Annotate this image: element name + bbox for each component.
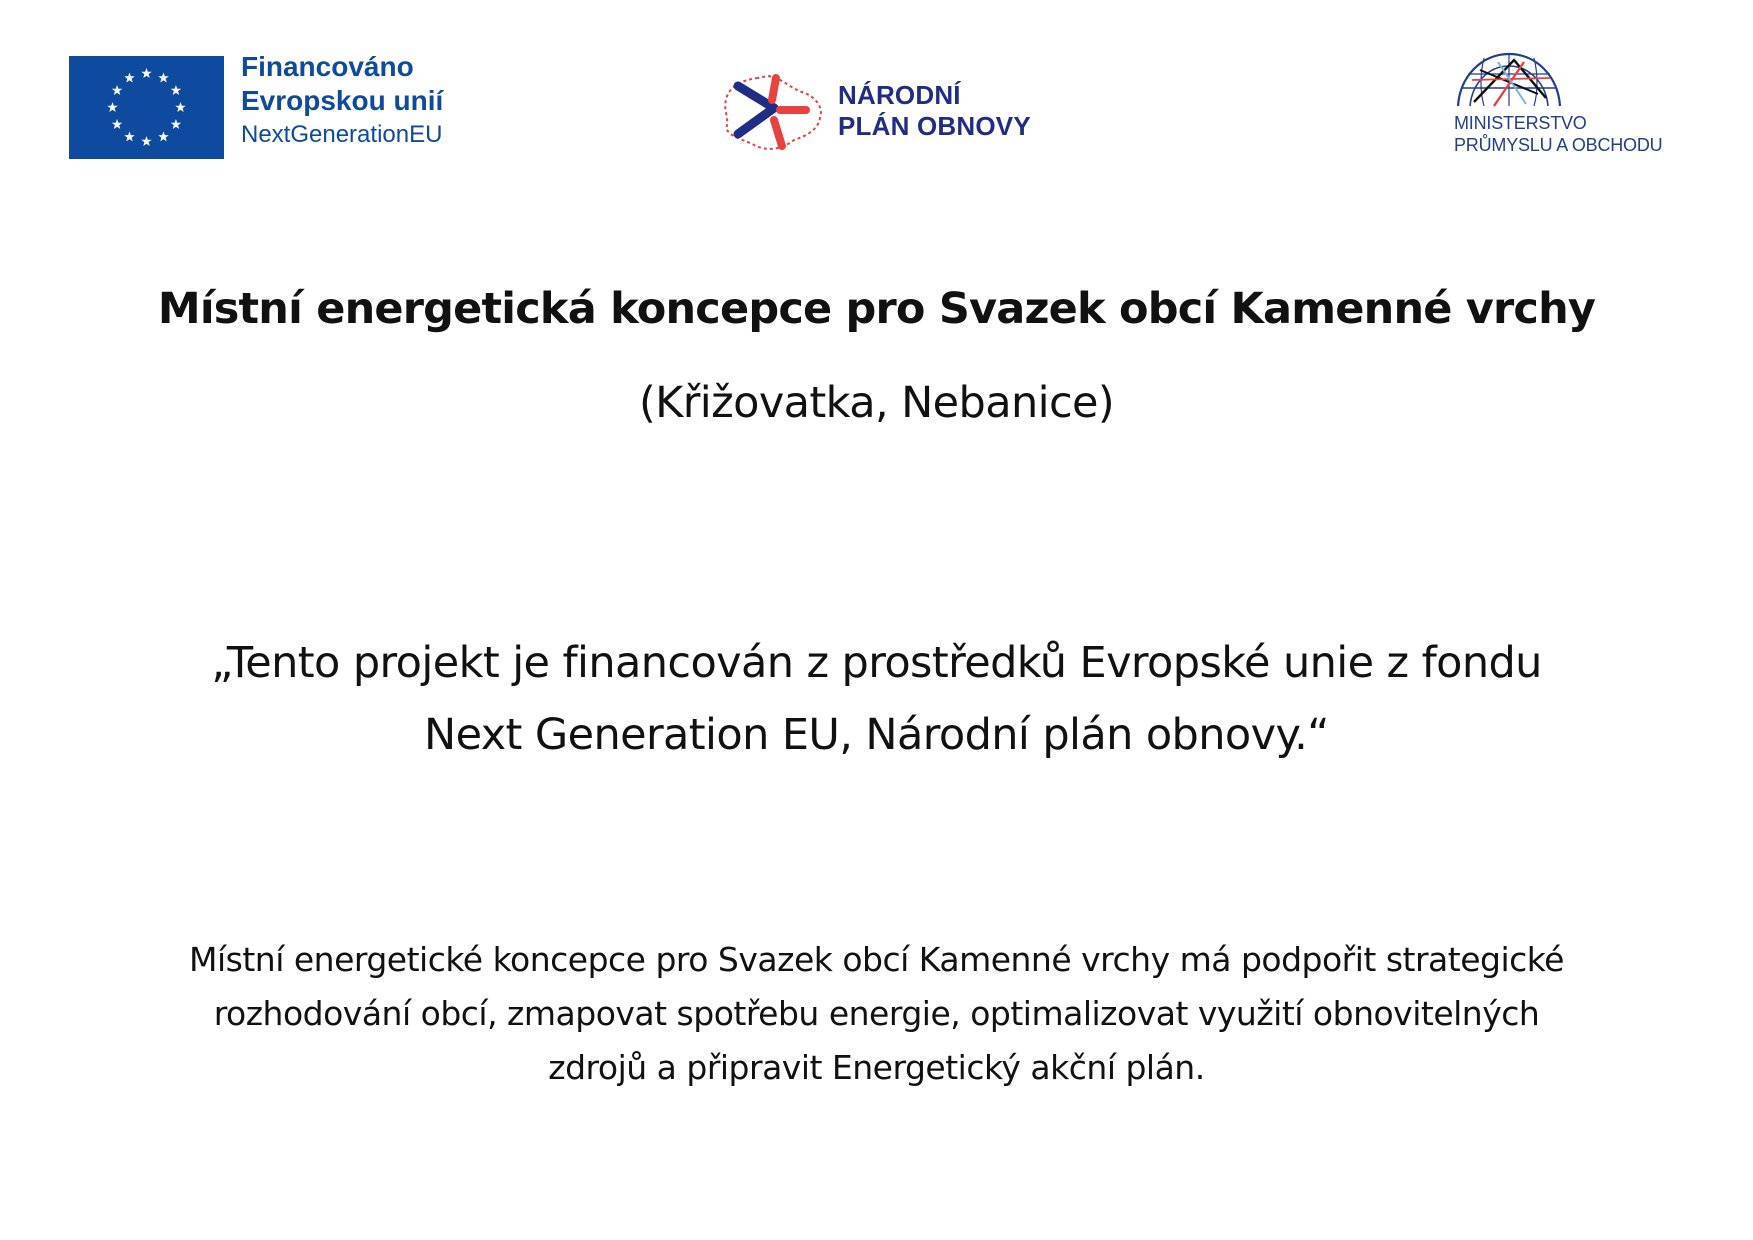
npo-text-line-1: NÁRODNÍ <box>838 80 961 110</box>
narodni-plan-obnovy-logo <box>720 66 1050 162</box>
document-subtitle: (Křižovatka, Nebanice) <box>638 378 1115 428</box>
funding-statement-line-2: Next Generation EU, Národní plán obnovy.“ <box>424 710 1329 760</box>
funding-statement-line-1: „Tento projekt je financován z prostředků Evropské unie z fondu <box>211 638 1542 688</box>
globe-network-icon <box>1454 48 1564 110</box>
eu-text-line-1: Financováno <box>241 51 414 82</box>
ministry-text-line-1: MINISTERSTVO <box>1454 113 1587 133</box>
document-title: Místní energetická koncepce pro Svazek obcí Kamenné vrchy <box>157 284 1596 334</box>
logo-bar <box>0 0 1753 200</box>
funding-statement <box>0 627 1753 771</box>
eu-funding-logo <box>69 51 489 162</box>
project-description-line-2: rozhodování obcí, zmapovat spotřebu energie, optimalizovat využití obnovitelných <box>213 994 1540 1033</box>
project-description <box>0 933 1753 1095</box>
eu-funding-text <box>241 50 443 152</box>
npo-text <box>838 80 1031 142</box>
eu-flag-icon <box>69 56 224 159</box>
eu-text-line-2: Evropskou unií <box>241 85 444 116</box>
ministry-logo <box>1452 48 1692 158</box>
project-description-line-1: Místní energetické koncepce pro Svazek obcí Kamenné vrchy má podpořit strategické <box>189 940 1564 979</box>
eu-text-line-3: NextGenerationEU <box>241 121 443 148</box>
ministry-text-line-2: PRŮMYSLU A OBCHODU <box>1454 135 1663 155</box>
project-description-line-3: zdrojů a připravit Energetický akční plán. <box>548 1048 1205 1087</box>
npo-text-line-2: PLÁN OBNOVY <box>838 111 1031 141</box>
npo-arrow-icon <box>720 66 830 162</box>
ministry-text <box>1454 112 1662 156</box>
